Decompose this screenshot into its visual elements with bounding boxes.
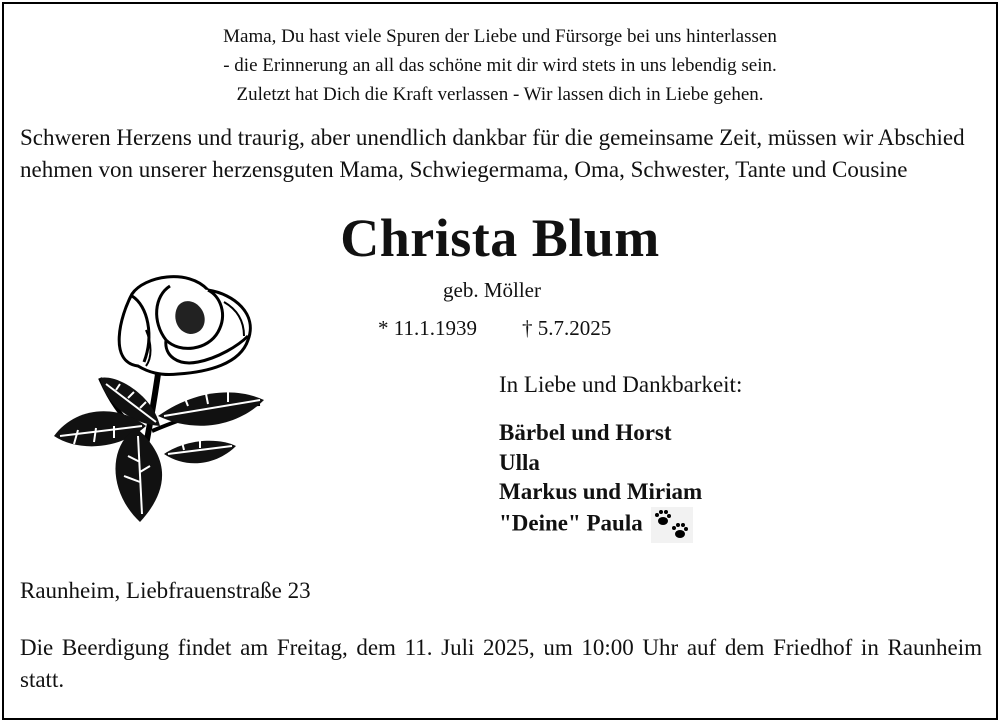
mourner-1: Bärbel und Horst bbox=[499, 420, 672, 445]
maiden-name: geb. Möller bbox=[443, 278, 541, 302]
paw-prints-icon bbox=[651, 507, 693, 543]
address: Raunheim, Liebfrauenstraße 23 bbox=[20, 578, 311, 603]
mourner-2: Ulla bbox=[499, 449, 540, 475]
poem-line-2: - die Erinnerung an all das schöne mit dir wird stets in uns lebendig sein. bbox=[223, 55, 777, 76]
funeral-notice: Die Beerdigung findet am Freitag, dem 11. Juli 2025, um 10:00 Uhr auf dem Friedhof in Raunheim statt. bbox=[20, 635, 982, 692]
mourner-4 bbox=[499, 507, 702, 543]
poem-line-1: Mama, Du hast viele Spuren der Liebe und Fürsorge bei uns hinterlassen bbox=[223, 26, 777, 47]
memorial-poem bbox=[0, 22, 1000, 109]
death-date: † 5.7.2025 bbox=[522, 316, 612, 340]
birth-date: * 11.1.1939 bbox=[378, 316, 477, 340]
mourner-4-label: "Deine" Paula bbox=[499, 509, 643, 535]
deceased-name: Christa Blum bbox=[340, 208, 660, 268]
rose-icon bbox=[48, 266, 268, 524]
poem-line-3: Zuletzt hat Dich die Kraft verlassen - Wir lassen dich in Liebe gehen. bbox=[236, 84, 764, 105]
mourners-list bbox=[499, 418, 702, 543]
mourner-3: Markus und Miriam bbox=[499, 479, 703, 504]
mourning-heading: In Liebe und Dankbarkeit: bbox=[499, 372, 743, 397]
intro-text: Schweren Herzens und traurig, aber unendlich dankbar für die gemeinsame Zeit, müssen wir Abschied nehmen von unserer herzensguten Mama, Schwiegermama, Oma, Schwester, Tante und Cousine bbox=[20, 125, 965, 182]
